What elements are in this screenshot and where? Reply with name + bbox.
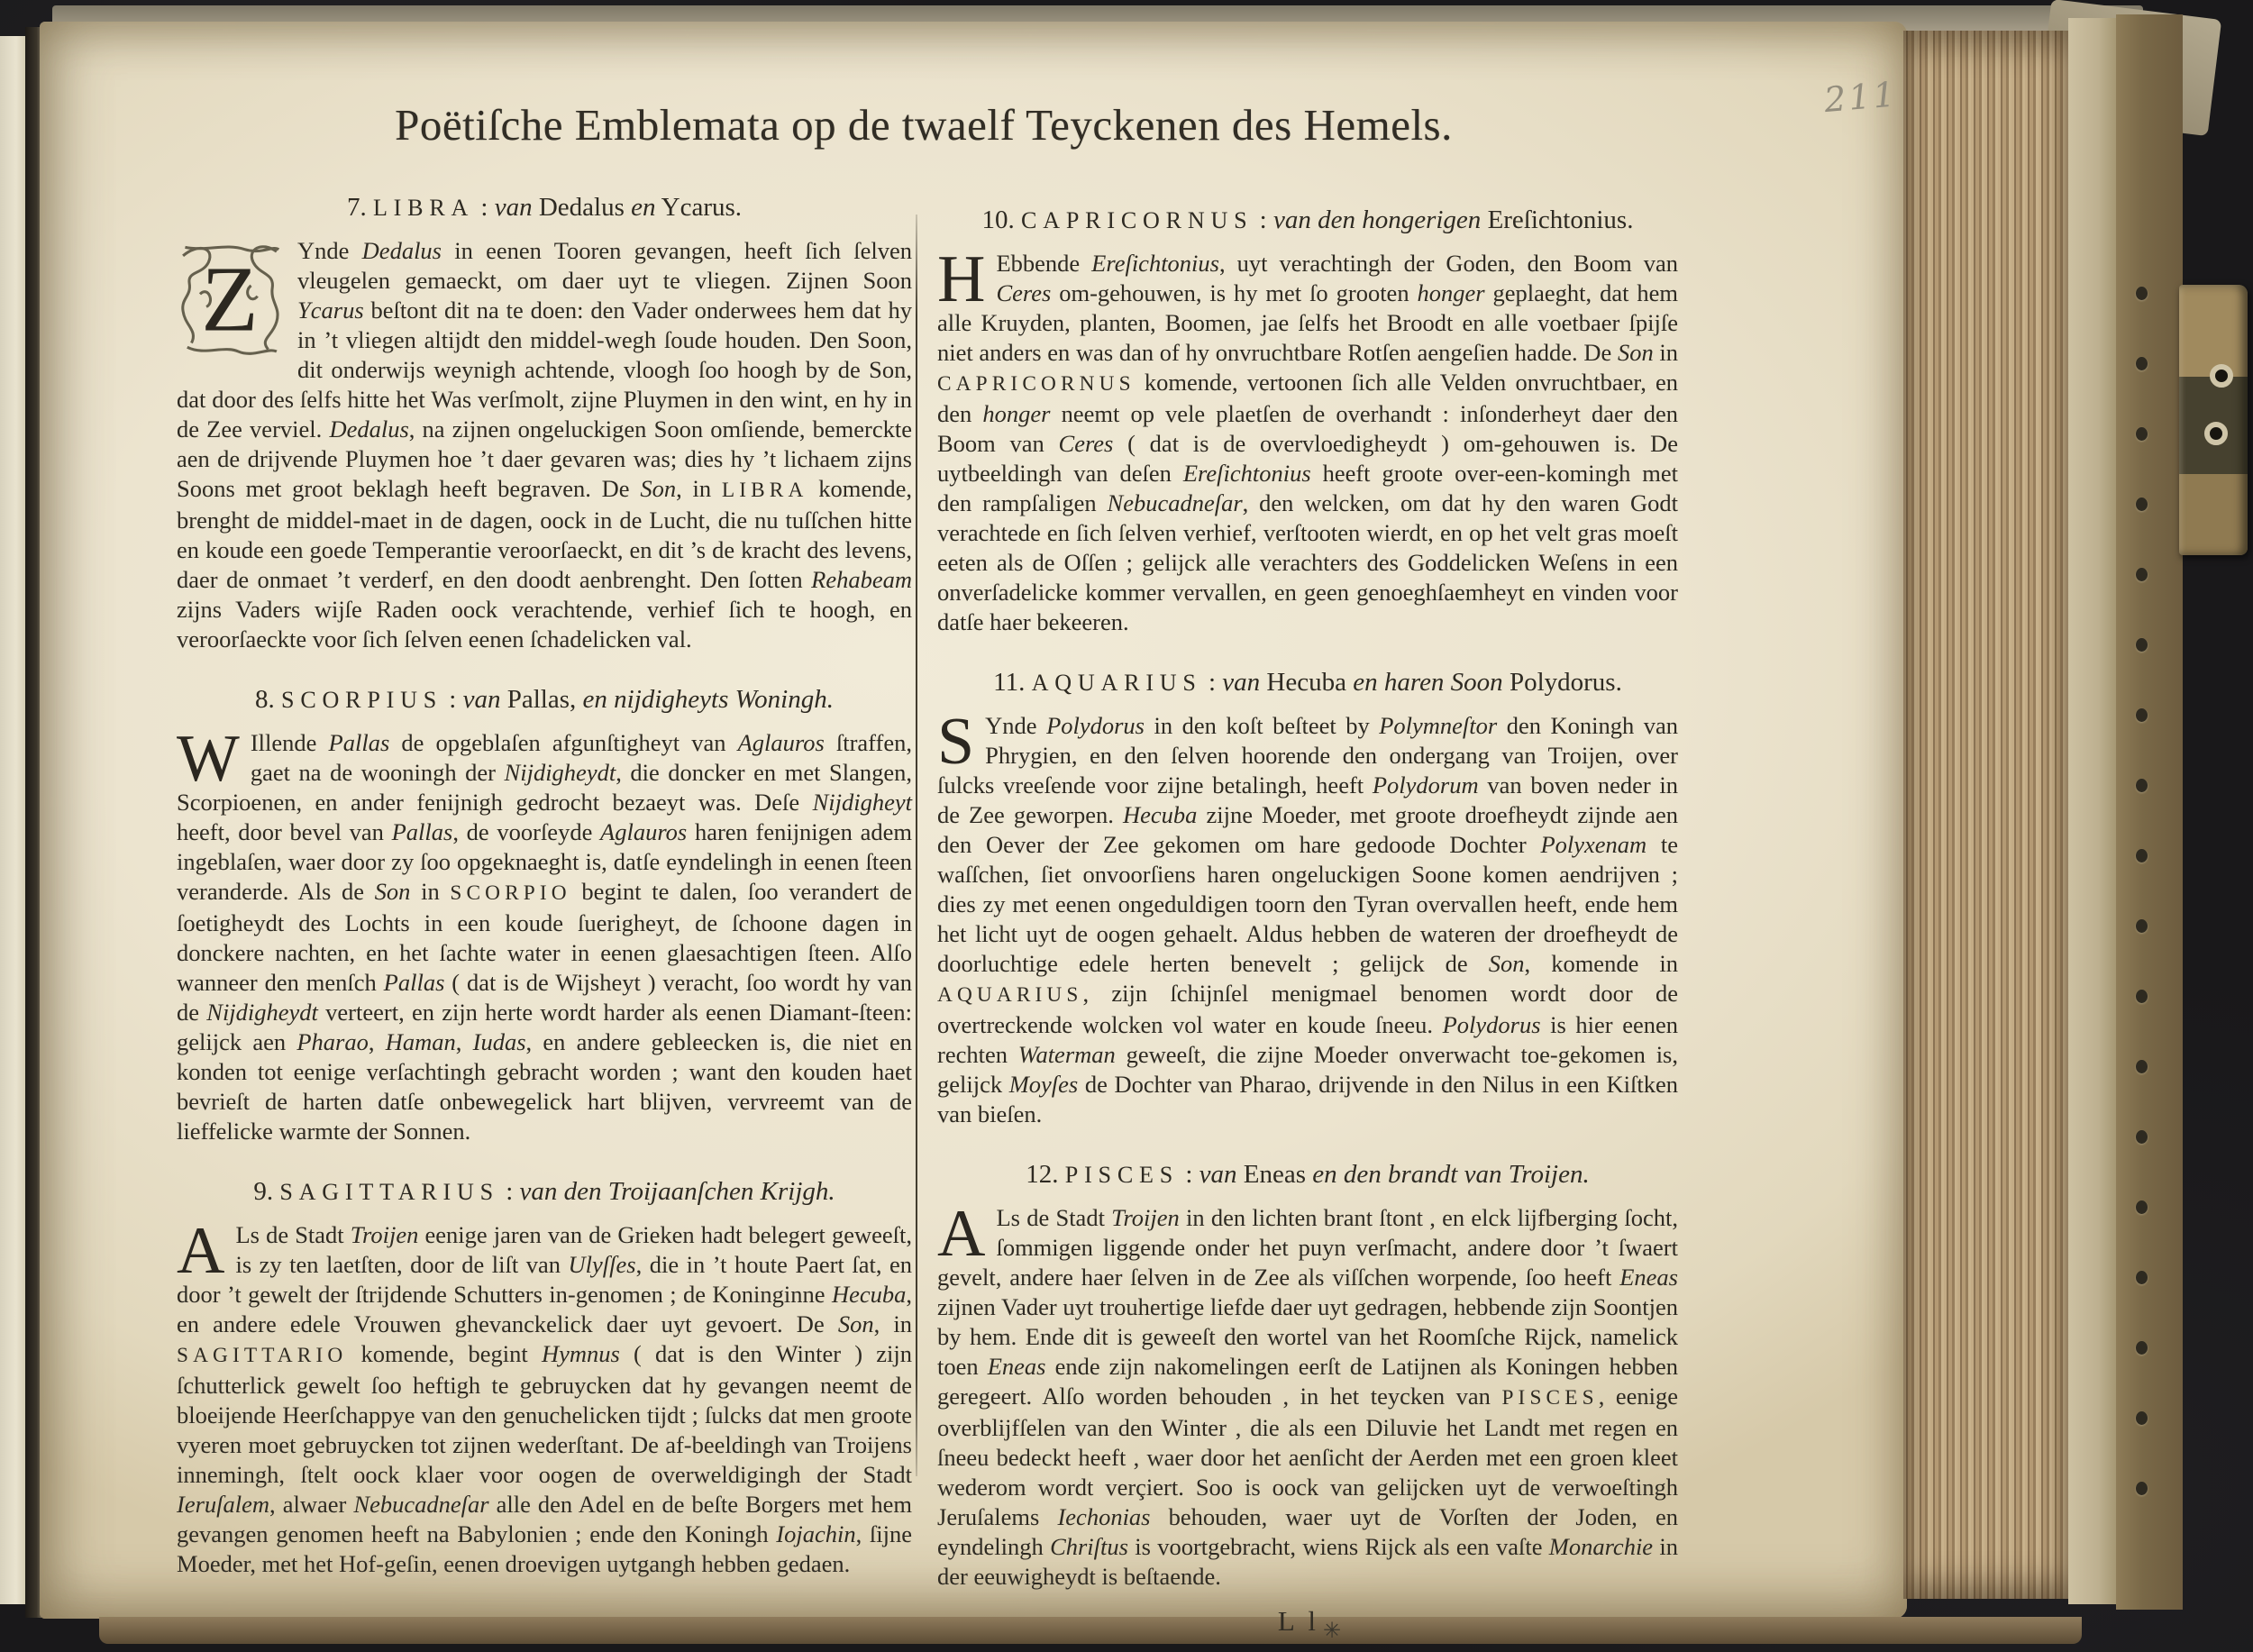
strap-hole [2136, 568, 2148, 581]
strap-hole [2136, 357, 2148, 370]
strap-hole [2136, 779, 2148, 792]
page-title: Poëtiſche Emblemata op de twaelf Teyckenen des Hemels. [395, 100, 1453, 150]
strap-hole [2136, 919, 2148, 933]
left-column [177, 193, 912, 1579]
strap-hole [2136, 1060, 2148, 1073]
strap-hole [2136, 638, 2148, 652]
drop-cap: S [937, 705, 975, 779]
section-pisces [937, 1160, 1678, 1592]
paragraph-text: Ynde Polydorus in den koſt beſteet by Polymneſtor den Koningh van Phrygien, en den ſelven hoorende den ondergang van Troijen, over ſulcks vreeſende voor zijne betalingh, heeft Polydorum van boven neder in de Zee geworpen. Hecuba zijne Moeder, met groote droefheydt zijnde aen den Oever der Zee gekomen om hare gedoode Dochter Polyxenam te waſſchen, ſiet onvoorſiens haren ongeluckigen Soone komen aendrijven ; dies zy met eenen ongeduldigen toorn den Tyran overvallen heeft, ende hem het licht uyt de oogen gehaelt. Aldus hebben de wateren der droefheydt de doorluchtige edele herten benevelt ; gelijck de Son, komende in AQUARIUS, zijn ſchijnſel menigmael benomen wordt door de overtreckende wolcken vol water en koude ſneeu. Polydorus is hier eenen rechten Waterman geweeſt, die zijne Moeder onverwacht toe-gekomen is, gelijck Moyſes de Dochter van Pharao, drijvende in den Nilus in een Kiſtken van bieſen. [937, 712, 1679, 1127]
strap-hole [2136, 287, 2148, 300]
right-column [937, 205, 1679, 1643]
strap-hole [2136, 1482, 2148, 1495]
paragraph-text: Illende Pallas de opgeblaſen afgunſtigheyt van Aglauros ſtraffen, gaet na de wooningh der Nijdigheydt, die doncker en met Slangen, Scorpioenen, en ander fenijnigh gedrocht bezaeyt was. Deſe Nijdigheyt heeft, door bevel van Pallas, de voorſeyde Aglauros haren fenijnigen adem ingeblaſen, waer door zy ſoo opgeknaeght is, datſe eyndelingh in eenen ſteen veranderde. Als de Son in SCORPIO begint te dalen, ſoo verandert de ſoetigheydt des Lochts in een koude ſuerigheyt, de ſchoone dagen in donckere nachten, en het ſachte water in eenen glaesachtigen ſteen. Alſo wanneer den menſch Pallas ( dat is de Wijsheyt ) veracht, ſoo wordt hy van de Nijdigheydt verteert, en zijn herte wordt harder als eenen Diamant-ſteen: gelijck aen Pharao, Haman, Iudas, en andere gebleecken is, die niet en konden tot eenige verſachtingh gebracht worden ; want den kouden haet bevrieſt de harten datſe onbewegelick hart blijven, vervreemt van de lieffelicke warmte der Sonnen. [177, 729, 913, 1145]
section-scorpius [177, 685, 912, 1146]
section-sagittarius [177, 1177, 912, 1579]
pencil-page-number: 211 [1822, 74, 1900, 121]
strap-hole [2136, 708, 2148, 722]
section-heading: 10. CAPRICORNUS : van den hongerigen Ereſichtonius. [981, 205, 1634, 234]
strap-hole [2136, 1130, 2148, 1144]
section-heading: 11. AQUARIUS : van Hecuba en haren Soon Polydorus. [993, 668, 1622, 697]
paragraph [177, 1214, 913, 1579]
paragraph [937, 242, 1678, 637]
paragraph [937, 705, 1679, 1129]
paragraph [177, 236, 912, 654]
paragraph-text: Ls de Stadt Troijen eenige jaren van de Grieken hadt belegert geweeſt, is zy ten laetſten, door de liſt van Ulyſſes, die in ’t houte Paert ſat, en door ’t gewelt der ſtrijdende Schutters in-genomen ; de Koninginne Hecuba, en andere edele Vrouwen ghevanckelick daer uyt gevoert. De Son, in SAGITTARIO komende, begint Hymnus ( dat is den Winter ) zijn ſchutterlick gewelt ſoo heftigh te gebruycken dat hy gevangen neemt de bloeijende Heerſchappye van den genuchelicken tijdt ; ſulcks dat men groote vyeren moet gebruycken tot zijnen wederſtant. De af-beeldingh van Troijens innemingh, ſtelt oock klaer voor oogen de overweldigingh der Stadt Ieruſalem, alwaer Nebucadneſar alle den Adel en de beſte Borgers met hem gevangen genomen heeft na Babylonien ; ende den Koningh Iojachin, ſijne Moeder, met het Hof-geſin, eenen droevigen uytgangh hebben gedaen. [177, 1221, 913, 1577]
section-capricornus [937, 205, 1678, 637]
section-aquarius [937, 668, 1678, 1129]
clasp-hole [2204, 422, 2228, 445]
facing-page-edge [0, 36, 27, 1604]
column-divider [916, 214, 917, 1476]
metal-clasp [2179, 285, 2248, 555]
paragraph [937, 1197, 1678, 1592]
signature-star-icon: ✳ [1323, 1620, 1342, 1643]
section-heading: 12. PISCES : van Eneas en den brandt van Troijen. [1026, 1160, 1590, 1189]
signature-mark [937, 1605, 1678, 1643]
drop-cap: A [937, 1197, 986, 1271]
strap-hole [2136, 1411, 2148, 1425]
ornate-initial-z [177, 241, 283, 356]
paragraph [177, 722, 913, 1146]
strap-hole [2136, 1200, 2148, 1214]
strap-hole [2136, 990, 2148, 1003]
signature-letters: L l [1277, 1605, 1320, 1637]
section-heading: 9. SAGITTARIUS : van den Troijaanſchen Krijgh. [253, 1177, 835, 1206]
fore-edge-page-stack [1903, 31, 2071, 1599]
strap-hole [2136, 427, 2148, 441]
section-heading: 8. SCORPIUS : van Pallas, en nijdigheyts Woningh. [255, 685, 834, 714]
paragraph-text: Ebbende Ereſichtonius, uyt verachtingh der Goden, den Boom van Ceres om-gehouwen, is hy met ſo grooten honger geplaeght, dat hem alle Kruyden, planten, Boomen, jae ſelfs het Broodt en alle voetbaer ſpijſe niet anders en was dan of hy onvruchtbare Rotſen aengeſien hadde. De Son in CAPRICORNUS komende, vertoonen ſich alle Velden onvruchtbaer, en den honger neemt op vele plaetſen de overhandt : inſonderheyt daer den Boom van Ceres ( dat is de overvloedigheydt ) om-gehouwen is. De uytbeeldingh van deſen Ereſichtonius heeft groote over-een-komingh met den rampſaligen Nebucadneſar, den welcken, om dat hy den waren Godt verachtede en ſich ſelven verhief, verſtooten wierdt, en op het velt gras moeſt eeten als de Oſſen ; gelijck alle verachters des Goddelicken Weſens in een onverſadelicke kommer vervallen, en geen genoeghſaemheyt en vinden voor datſe haer bekeeren. [937, 250, 1678, 635]
paragraph-text: Ls de Stadt Troijen in den lichten brant ſtont , en elck lijfberging ſocht, ſommigen liggende onder het puyn verſmacht, andere door ’t ſwaert gevelt, andere haer ſelven in de Zee als viſſchen worpende, ſoo heeft Eneas zijnen Vader uyt trouhertige liefde daer uyt gedragen, hebbende zijn Soontjen by hem. Ende dit is geweeſt den wortel van het Roomſche Rijck, namelick toen Eneas ende zijn nakomelingen eerſt de Latijnen als Koningen hebben geregeert. Alſo worden behouden , in het teycken van PISCES, eenige overblijfſelen van den Winter , die als een Diluvie het Landt met regen en ſneeu bedeckt heeft , waer door het aenſicht der Aerden met een groen kleet wederom wordt verçiert. Soo is oock van gelijcken uyt de verwoeſtingh Jeruſalems Iechonias behouden, waer uyt de Vorſten der Joden, en eyndelingh Chriſtus is voortgebracht, wiens Rijck als een vaſte Monarchie in der eeuwigheydt is beſtaende. [937, 1204, 1678, 1590]
section-libra [177, 193, 912, 654]
strap-hole [2136, 1271, 2148, 1284]
strap-hole [2136, 497, 2148, 511]
drop-cap: H [937, 242, 986, 316]
svg-text:Z: Z [201, 247, 259, 351]
leather-strap [2116, 14, 2183, 1610]
clasp-hole [2210, 364, 2233, 388]
drop-cap: A [177, 1214, 225, 1288]
strap-hole [2136, 849, 2148, 863]
vellum-cover-strip [2068, 18, 2119, 1604]
drop-cap: W [177, 722, 240, 796]
paragraph-text: Ynde Dedalus in eenen Tooren gevangen, heeft ſich ſelven vleugelen gemaeckt, om daer uyt te vliegen. Zijnen Soon Ycarus beſtont dit na te doen: den Vader onderwees hem dat hy in ’t vliegen altijdt den middel-wegh ſoude houden. Den Soon, dit onderwijs weynigh achtende, vloogh ſoo hoogh by de Son, dat door des ſelfs hitte het Was verſmolt, zijne Pluymen in den wint, en hy in de Zee verviel. Dedalus, na zijnen ongeluckigen Soon omſiende, bemerckte aen de drijvende Pluymen hoe ’t daer gevaren was; dies hy ’t lichaem zijns Soons met groot beklagh heeft begraven. De Son, in LIBRA komende, brenght de middel-maet in de dagen, oock in de Lucht, die nu tuſſchen hitte en koude een goede Temperantie veroorſaeckt, en dit ’s de kracht des levens, daer de onmaet ’t verderf, en den doodt aenbrenght. Den ſotten Rehabeam zijns Vaders wijſe Raden oock verachtende, verhief ſich te hoogh, en veroorſaeckte voor ſich ſelven eenen ſchadelicken val. [177, 237, 913, 653]
strap-hole [2136, 1341, 2148, 1355]
section-heading: 7. LIBRA : van Dedalus en Ycarus. [346, 193, 743, 222]
